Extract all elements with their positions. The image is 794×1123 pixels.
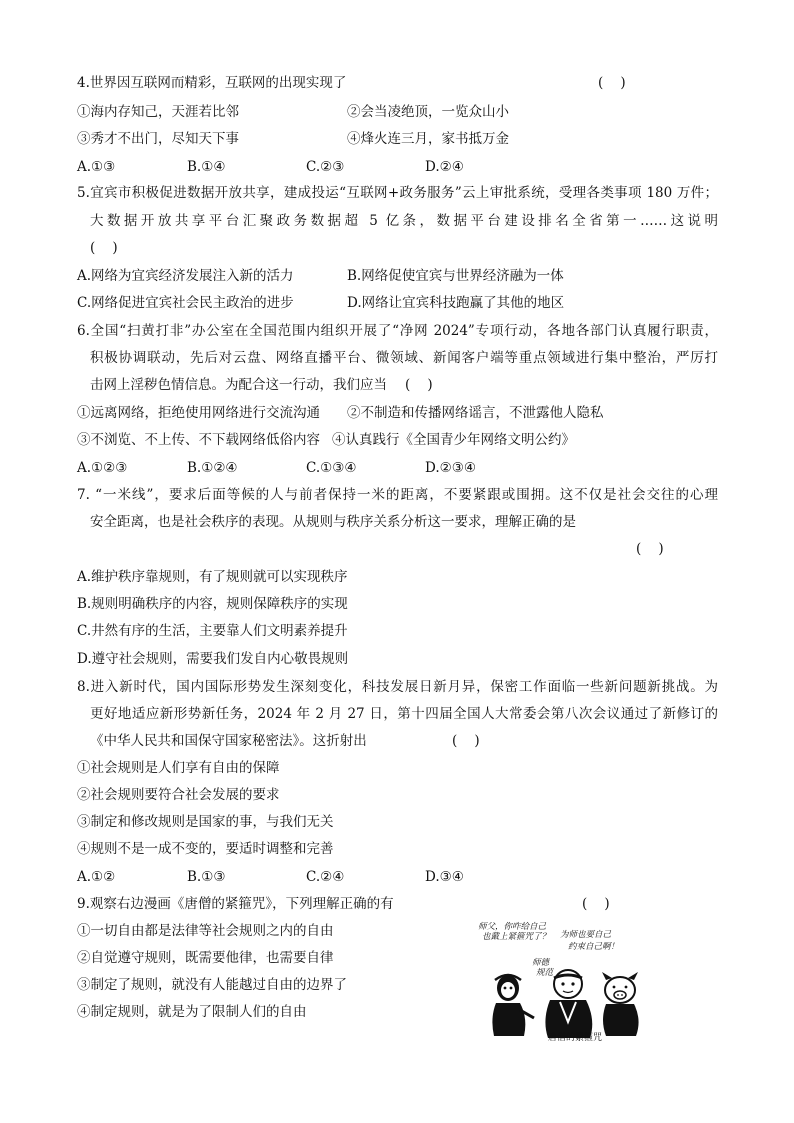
q8-option-d: D.③④ [425,869,464,885]
q9-item-2: ②自觉遵守规则，既需要他律，也需要自律 [77,950,334,966]
q6-stem-line3: 击网上淫秽色情信息。为配合这一行动，我们应当 [90,377,387,393]
q8-item-1: ①社会规则是人们享有自由的保障 [77,760,280,776]
q6-item-4: ④认真践行《全国青少年网络文明公约》 [332,432,575,448]
q6-option-a: A.①②③ [77,460,128,476]
q4-option-a: A.①③ [77,159,116,175]
q9-stem: 9.观察右边漫画《唐僧的紧箍咒》，下列理解正确的有 [77,896,394,912]
q5-stem-line2: 大数据开放共享平台汇聚政务数据超 5 亿条，数据平台建设排名全省第一……这说明 [90,213,718,229]
pig-figure [602,972,639,1036]
comic-caption: 唐僧的紧箍咒 [548,1033,603,1043]
q6-option-d: D.②③④ [425,460,476,476]
q7-stem-line1: 7. “一米线”，要求后面等候的人与前者保持一米的距离，不要紧跟或围拥。这不仅是社会交往的心理 [77,487,718,503]
q8-option-c: C.②④ [306,869,345,885]
q7-option-a: A.维护秩序靠规则，有了规则就可以实现秩序 [77,569,348,585]
q9-item-4: ④制定规则，就是为了限制人们的自由 [77,1004,307,1020]
q5-option-c: C.网络促进宜宾社会民主政治的进步 [77,295,294,311]
q5-option-b: B.网络促使宜宾与世界经济融为一体 [347,268,564,284]
q8-stem-line1: 8.进入新时代，国内国际形势发生深刻变化，科技发展日新月异，保密工作面临一些新问题新挑战。为 [77,679,718,695]
q6-stem-line1: 6.全国“扫黄打非”办公室在全国范围内组织开展了“净网 2024”专项行动，各地各部门认真履行职责， [77,323,718,339]
q8-item-2: ②社会规则要符合社会发展的要求 [77,787,280,803]
q8-stem-line2: 更好地适应新形势新任务，2024 年 2 月 27 日，第十四届全国人大常委会第八次会议通过了新修订的 [90,706,718,722]
q4-item-2: ②会当凌绝顶，一览众山小 [347,104,509,120]
q4-option-d: D.②④ [425,159,464,175]
q5-answer-blank: ( ) [90,240,118,256]
q6-option-c: C.①③④ [306,460,357,476]
q4-item-1: ①海内存知己，天涯若比邻 [77,104,239,120]
q8-item-4: ④规则不是一成不变的，要适时调整和完善 [77,841,334,857]
q6-option-b: B.①②④ [187,460,238,476]
comic-speech-2-line1: 为师也要自己 [560,930,612,940]
q7-option-c: C.井然有序的生活，主要靠人们文明素养提升 [77,623,348,639]
comic-sign-line2: 规范 [536,968,554,978]
q6-item-1: ①远离网络，拒绝使用网络进行交流沟通 [77,405,320,421]
q7-option-b: B.规则明确秩序的内容，规则保障秩序的实现 [77,596,348,612]
q9-item-3: ③制定了规则，就没有人能越过自由的边界了 [77,977,347,993]
q7-option-d: D.遵守社会规则，需要我们发自内心敬畏规则 [77,651,349,667]
q6-item-2: ②不制造和传播网络谣言，不泄露他人隐私 [347,405,604,421]
q8-option-b: B.①③ [187,869,226,885]
q6-stem-line2: 积极协调联动，先后对云盘、网络直播平台、微领域、新闻客户端等重点领域进行集中整治，严厉打 [90,350,718,366]
q6-item-3: ③不浏览、不上传、不下载网络低俗内容 [77,432,320,448]
q5-stem-line1: 5.宜宾市积极促进数据开放共享，建成投运“互联网+政务服务”云上审批系统，受理各类事项 180 万件； [77,185,718,201]
comic-speech-2-line2: 约束自己啊！ [568,942,620,952]
q8-option-a: A.①② [77,869,116,885]
q4-option-b: B.①④ [187,159,226,175]
monkey-figure [492,975,534,1036]
q4-option-c: C.②③ [306,159,345,175]
q6-answer-blank: ( ) [405,377,433,393]
q7-answer-blank: ( ) [636,541,664,557]
q8-answer-blank: ( ) [452,733,480,749]
comic-sign-line1: 师德 [532,958,550,968]
q8-stem-line3: 《中华人民共和国保守国家秘密法》。这折射出 [90,733,367,749]
monk-figure [545,970,592,1038]
q4-answer-blank: ( ) [598,75,626,91]
q4-stem: 4.世界因互联网而精彩，互联网的出现实现了 [77,75,347,91]
comic-speech-1-line1: 师父，你咋给自己 [478,922,547,932]
q4-item-4: ④烽火连三月，家书抵万金 [347,131,509,147]
q8-item-3: ③制定和修改规则是国家的事，与我们无关 [77,814,334,830]
q5-option-a: A.网络为宜宾经济发展注入新的活力 [77,268,294,284]
q5-option-d: D.网络让宜宾科技跑赢了其他的地区 [347,295,565,311]
q9-item-1: ①一切自由都是法律等社会规则之内的自由 [77,923,334,939]
q4-item-3: ③秀才不出门，尽知天下事 [77,131,239,147]
q7-stem-line2: 安全距离，也是社会秩序的表现。从规则与秩序关系分析这一要求，理解正确的是 [90,514,576,530]
q9-answer-blank: ( ) [582,896,610,912]
comic-speech-1-line2: 也戴上紧箍咒了？ [482,932,551,942]
